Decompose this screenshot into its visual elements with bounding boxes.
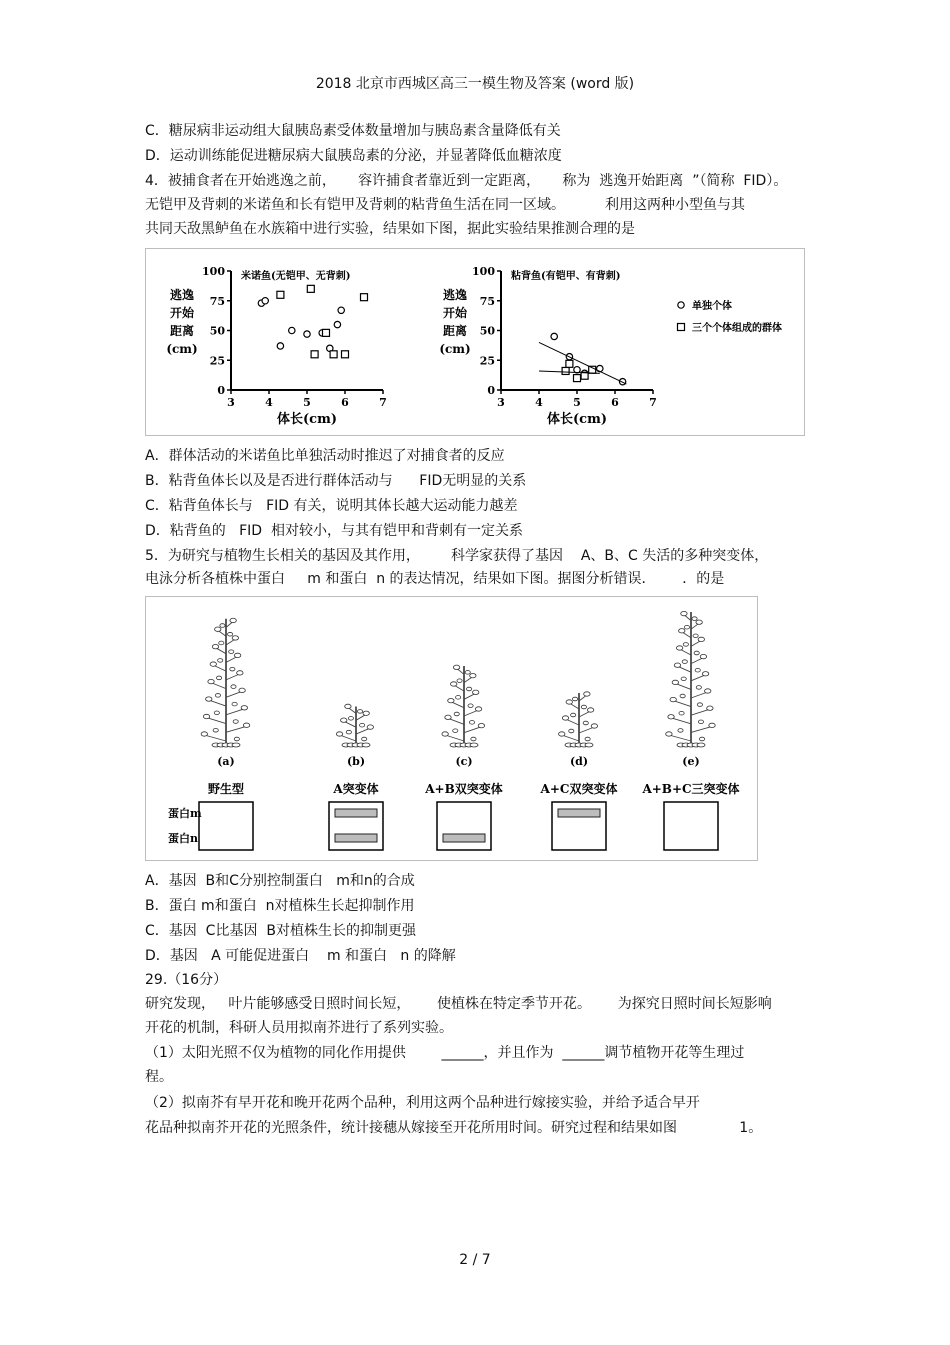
plant-leaf [212, 644, 218, 648]
x-tick-label: 7 [649, 396, 657, 409]
plant-leaf [709, 723, 715, 727]
y-tick-label: 100 [472, 265, 495, 278]
question-29-line-5: （2）拟南芥有早开花和晚开花两个品种，利用这两个品种进行嫁接实验，并给予适合早开 [145, 1095, 700, 1111]
plant-leaf [218, 659, 223, 663]
plant-leaf [215, 694, 220, 698]
plant-letter: (a) [217, 755, 235, 768]
plant-leaf [230, 618, 236, 622]
plant-leaf [465, 671, 470, 675]
plant-leaf [591, 724, 597, 728]
plant-leaf [216, 676, 221, 680]
plant-leaf [468, 704, 473, 708]
plant-leaf [237, 671, 243, 675]
x-tick-label: 5 [573, 396, 581, 409]
plant-letter: (c) [455, 755, 473, 768]
plant-leaf [705, 689, 711, 693]
plant-leaf [241, 706, 247, 710]
plant-leaf [670, 697, 676, 701]
plant-leaf [210, 662, 216, 666]
plant-branch [207, 718, 226, 724]
y-tick-label: 25 [479, 354, 495, 368]
x-tick-label: 3 [227, 396, 235, 409]
plant-leaf [231, 685, 236, 689]
data-point-square [574, 375, 581, 382]
plant-leaf [681, 677, 686, 681]
plant-leaf [583, 721, 588, 725]
plant-leaf [700, 654, 706, 658]
plant-leaf [684, 625, 689, 629]
data-point-square [361, 294, 368, 301]
plant-leaf [699, 737, 704, 741]
scatter-chart-1 [166, 265, 387, 427]
x-axis-label: 体长(cm) [547, 412, 607, 427]
plant-leaf [679, 629, 685, 633]
plant-leaf [363, 711, 369, 715]
data-point-circle [551, 333, 557, 339]
legend-label: 单独个体 [692, 301, 732, 312]
plant-branch [671, 718, 691, 724]
plant-name: A突变体 [333, 782, 379, 796]
plant-leaf [478, 723, 484, 727]
option-c-prev: C．糖尿病非运动组大鼠胰岛素受体数量增加与胰岛素含量降低有关 [145, 123, 561, 139]
mutant-plant-svg [146, 597, 757, 860]
plant-leaf [341, 718, 347, 722]
data-point-square [311, 351, 318, 358]
plant-leaf [457, 679, 462, 683]
plant-leaf [678, 729, 683, 733]
y-axis-label: 距离 [442, 324, 468, 338]
plant-leaf [219, 641, 224, 645]
plant-leaf [203, 714, 209, 718]
data-point-square [566, 360, 573, 367]
option-5b: B．蛋白 m和蛋白 n对植株生长起抑制作用 [145, 898, 415, 914]
question-4-line-3: 共同天敌黑鲈鱼在水族箱中进行实验，结果如下图，据此实验结果推测合理的是 [145, 221, 635, 237]
option-d-prev: D．运动训练能促进糖尿病大鼠胰岛素的分泌，并显著降低血糖浓度 [145, 148, 562, 164]
question-5-line-1: 5．为研究与植物生长相关的基因及其作用， 科学家获得了基因 A、B、C 失活的多种突变体， [145, 548, 769, 564]
protein-m-band [558, 809, 600, 817]
plant-leaf [451, 682, 457, 686]
plant-leaf [694, 651, 699, 655]
plant-rosette-leaf [697, 743, 705, 747]
plant-leaf [471, 737, 476, 741]
question-5-line-2: 电泳分析各植株中蛋白 m 和蛋白 n 的表达情况，结果如下图。据图分析错误． ．的是 [145, 571, 725, 587]
question-29-line-1: 研究发现， 叶片能够感受日照时间长短， 使植株在特定季节开花。 为探究日照时间长短影响 [145, 996, 772, 1012]
y-tick-label: 50 [479, 324, 495, 338]
plant-leaf [683, 643, 688, 647]
x-tick-label: 7 [379, 396, 387, 409]
option-5d: D．基因 A 可能促进蛋白 m 和蛋白 n 的降解 [145, 948, 456, 964]
plant-leaf [233, 720, 238, 724]
plant-leaf [232, 702, 237, 706]
y-tick-label: 50 [209, 324, 225, 338]
plant-leaf [698, 637, 704, 641]
option-4b: B．粘背鱼体长以及是否进行群体活动与 FID无明显的关系 [145, 473, 527, 489]
plant-leaf [585, 737, 590, 741]
plant-name: A+B双突变体 [425, 782, 503, 796]
plant-1 [199, 618, 253, 850]
fid-scatter-svg [146, 249, 804, 435]
plant-leaf [676, 646, 682, 650]
plant-branch [691, 709, 710, 715]
plant-leaf [220, 624, 225, 628]
plant-leaf [467, 687, 472, 691]
y-axis-label: 距离 [169, 324, 195, 338]
plant-branch [669, 735, 691, 741]
plant-leaf [234, 653, 240, 657]
plant-leaf [243, 723, 249, 727]
chart-title: 米诺鱼(无铠甲、无背刺) [241, 271, 351, 282]
y-tick-label: 25 [209, 354, 225, 368]
plant-leaf [239, 688, 245, 692]
plant-leaf [668, 715, 674, 719]
plant-rosette-leaf [232, 743, 240, 747]
plant-rosette-leaf [362, 743, 370, 747]
plant-leaf [672, 680, 678, 684]
plant-leaf [707, 706, 713, 710]
plant-leaf [681, 611, 687, 615]
data-point-square [330, 351, 337, 358]
plant-leaf [345, 704, 351, 708]
plant-leaf [584, 692, 590, 696]
plant-leaf [470, 673, 476, 677]
y-tick-label: 0 [217, 384, 225, 397]
protein-n-band [335, 834, 377, 842]
plant-leaf [693, 634, 698, 638]
legend-label: 三个个体组成的群体 [692, 323, 782, 334]
plant-branch [226, 726, 247, 732]
data-point-square [562, 367, 569, 374]
plant-leaf [215, 627, 221, 631]
plant-name: 野生型 [207, 782, 245, 796]
plant-leaf [696, 686, 701, 690]
y-axis-label: 逃逸 [442, 288, 468, 302]
x-tick-label: 6 [341, 396, 349, 409]
plant-leaf [201, 732, 207, 736]
data-point-circle [334, 321, 340, 327]
plant-leaf [475, 707, 481, 711]
plant-leaf [559, 732, 565, 736]
plant-leaf [666, 732, 672, 736]
plant-leaf [454, 712, 459, 716]
option-5a: A．基因 B和C分别控制蛋白 m和n的合成 [145, 873, 415, 889]
data-point-circle [262, 298, 268, 304]
x-tick-label: 4 [535, 396, 543, 409]
data-point-circle [277, 343, 283, 349]
y-axis-label: (cm) [166, 342, 198, 356]
y-tick-label: 75 [479, 294, 495, 308]
plant-name: A+C双突变体 [540, 782, 618, 796]
plant-leaf [362, 737, 367, 741]
plant-leaf [682, 660, 687, 664]
plant-letter: (b) [346, 755, 366, 768]
plant-leaf [206, 697, 212, 701]
plant-leaf [213, 728, 218, 732]
gel-lane [199, 802, 253, 850]
option-4c: C．粘背鱼体长与 FID 有关，说明其体长越大运动能力越差 [145, 498, 518, 514]
plant-leaf [453, 729, 458, 733]
question-4-line-2: 无铠甲及背刺的米诺鱼和长有铠甲及背刺的粘背鱼生活在同一区域。 利用这两种小型鱼与其 [145, 197, 746, 213]
plant-leaf [445, 715, 451, 719]
plant-leaf [346, 730, 351, 734]
data-point-square [277, 291, 284, 298]
plant-branch [204, 735, 226, 741]
y-tick-label: 100 [202, 265, 225, 278]
plant-leaf [696, 620, 702, 624]
question-29-line-2: 开花的机制，科研人员用拟南芥进行了系列实验。 [145, 1020, 453, 1036]
plant-leaf [357, 710, 362, 714]
plant-branch [445, 735, 464, 741]
y-tick-label: 0 [487, 384, 495, 397]
data-point-circle [304, 331, 310, 337]
y-axis-label: 开始 [442, 306, 468, 320]
plant-leaf [679, 711, 684, 715]
plant-rosette-leaf [585, 743, 593, 747]
gel-lane [664, 802, 718, 850]
plant-leaf [229, 650, 234, 654]
x-tick-label: 6 [611, 396, 619, 409]
x-tick-label: 4 [265, 396, 273, 409]
y-axis-label: 开始 [169, 306, 195, 320]
plant-name: A+B+C三突变体 [642, 782, 740, 796]
plant-leaf [442, 732, 448, 736]
plant-leaf [562, 716, 568, 720]
page-header: 2018 北京市西城区高三一模生物及答案 (word 版) [315, 76, 635, 92]
plant-leaf [566, 700, 572, 704]
legend-marker-circle [678, 302, 684, 308]
plant-leaf [697, 703, 702, 707]
plant-leaf [702, 672, 708, 676]
plant-leaf [572, 697, 577, 701]
legend-marker-square [678, 324, 685, 331]
plant-letter: (d) [569, 755, 589, 768]
data-point-circle [338, 307, 344, 313]
plant-5 [641, 611, 739, 850]
plant-leaf [473, 690, 479, 694]
plant-leaf [571, 713, 576, 717]
plant-leaf [692, 617, 697, 621]
plant-leaf [367, 725, 373, 729]
plant-leaf [360, 723, 365, 727]
plant-rosette-leaf [470, 743, 478, 747]
plant-leaf [232, 636, 238, 640]
plant-leaf [695, 668, 700, 672]
plant-leaf [680, 694, 685, 698]
plant-leaf [698, 720, 703, 724]
data-point-circle [289, 327, 295, 333]
question-29-title: 29.（16分） [145, 972, 228, 988]
option-5c: C．基因 C比基因 B对植株生长的抑制更强 [145, 923, 416, 939]
scatter-chart-2 [439, 265, 782, 427]
plant-3 [424, 665, 503, 850]
x-tick-label: 5 [303, 396, 311, 409]
plant-leaf [453, 665, 459, 669]
y-axis-label: 逃逸 [169, 288, 195, 302]
plant-leaf [230, 667, 235, 671]
data-point-square [307, 285, 314, 292]
plant-2 [329, 704, 383, 850]
y-axis-label: (cm) [439, 342, 471, 356]
plant-branch [691, 726, 712, 732]
plant-leaf [456, 696, 461, 700]
question-29-line-6: 花品种拟南芥开花的光照条件，统计接穗从嫁接至开花所用时间。研究过程和结果如图 1。 [145, 1120, 763, 1136]
plant-leaf [448, 698, 454, 702]
plant-leaf [469, 721, 474, 725]
mutant-plant-figure [145, 596, 758, 861]
plant-leaf [336, 732, 342, 736]
protein-n-band [443, 834, 485, 842]
option-4d: D．粘背鱼的 FID 相对较小，与其有铠甲和背刺有一定关系 [145, 523, 523, 539]
gel-lane [437, 802, 491, 850]
protein-n-label: 蛋白n [168, 832, 198, 845]
data-point-square [342, 351, 349, 358]
fid-scatter-figure [145, 248, 805, 436]
plant-4 [540, 692, 618, 850]
plant-leaf [674, 663, 680, 667]
plant-leaf [228, 632, 233, 636]
y-tick-label: 75 [209, 294, 225, 308]
chart-title: 粘背鱼(有铠甲、有背刺) [511, 271, 621, 282]
plant-letter: (e) [682, 755, 700, 768]
plant-leaf [587, 708, 593, 712]
plant-leaf [214, 711, 219, 715]
question-29-line-4: 程。 [145, 1069, 173, 1085]
x-tick-label: 3 [497, 396, 505, 409]
x-axis-label: 体长(cm) [277, 412, 337, 427]
plant-leaf [234, 737, 239, 741]
protein-m-label: 蛋白m [168, 807, 202, 820]
question-29-line-3: （1）太阳光照不仅为植物的同化作用提供 ______，并且作为 ______调节植物开花等生理过 [145, 1045, 745, 1061]
plant-leaf [581, 705, 586, 709]
data-point-square [323, 329, 330, 336]
page-number: 2 / 7 [459, 1252, 491, 1268]
plant-leaf [348, 717, 353, 721]
option-4a: A．群体活动的米诺鱼比单独活动时推迟了对捕食者的反应 [145, 448, 505, 464]
protein-m-band [335, 809, 377, 817]
plant-leaf [569, 729, 574, 733]
plant-leaf [208, 679, 214, 683]
question-4-line-1: 4．被捕食者在开始逃逸之前， 容许捕食者靠近到一定距离， 称为 逃逸开始距离 ”（简称 FID）。 [145, 173, 788, 189]
